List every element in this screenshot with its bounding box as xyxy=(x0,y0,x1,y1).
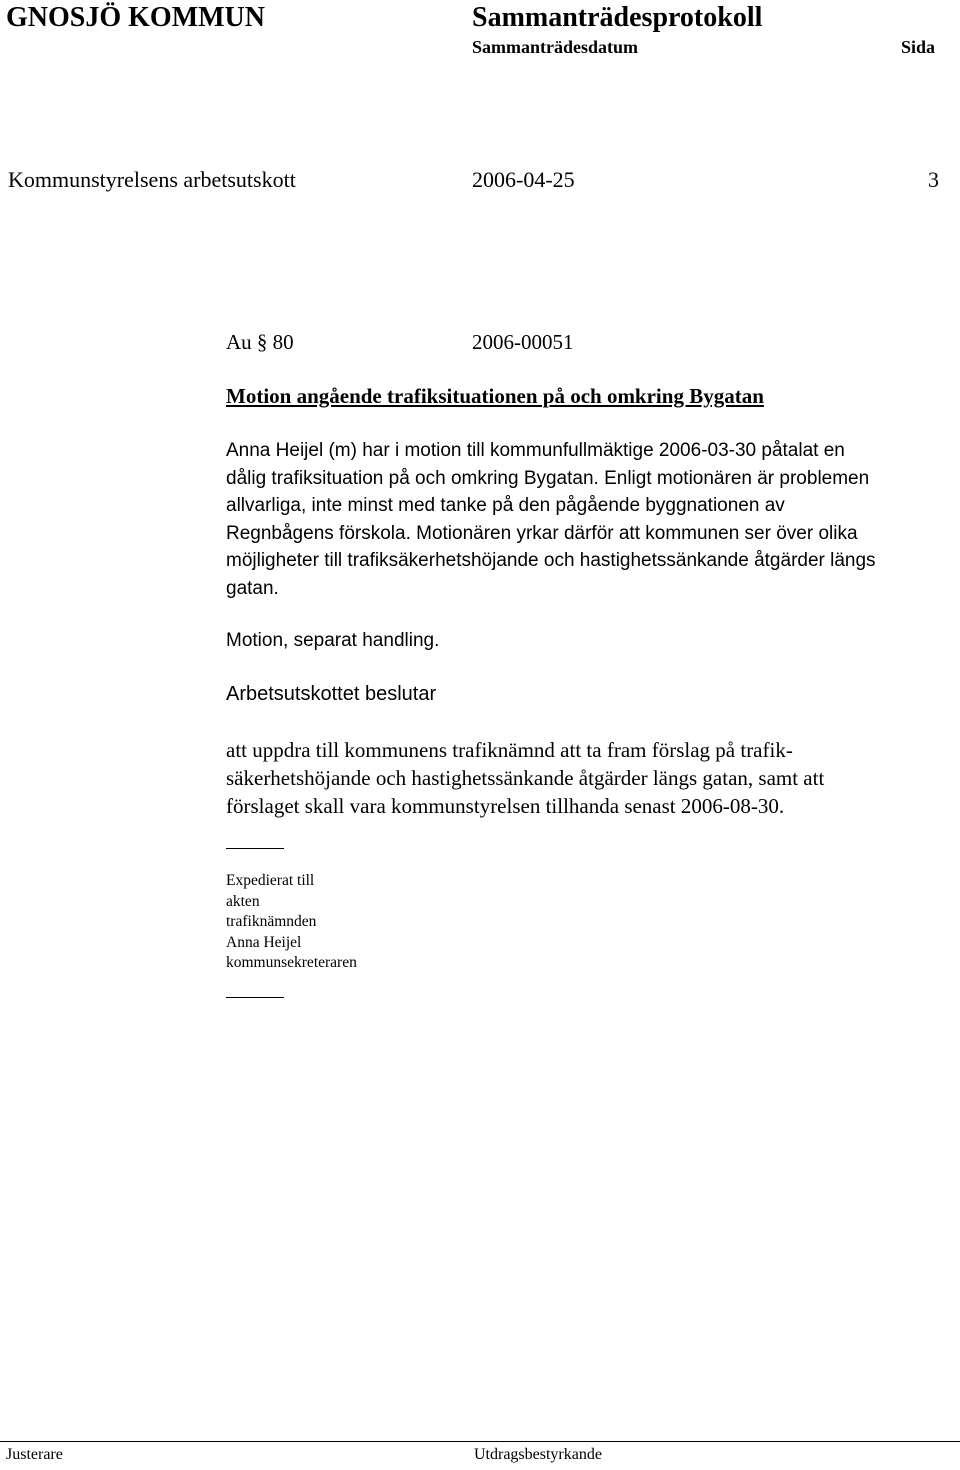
decision-line: förslaget skall vara kommunstyrelsen tillhanda senast 2006-08-30. xyxy=(226,794,785,818)
distribution-item: Anna Heijel xyxy=(226,933,302,951)
committee-name: Kommunstyrelsens arbetsutskott xyxy=(8,167,296,192)
item-description xyxy=(226,437,956,602)
case-number: 2006-00051 xyxy=(472,330,574,354)
separator-line xyxy=(226,997,284,998)
attachment-note xyxy=(226,627,956,655)
meeting-date-label: Sammanträdesdatum xyxy=(472,37,639,57)
description-line: dålig trafiksituation på och omkring Bygatan. Enligt motionären är problemen xyxy=(226,467,870,489)
organization-name: GNOSJÖ KOMMUN xyxy=(6,2,265,33)
page-number: 3 xyxy=(928,167,939,192)
distribution-item: akten xyxy=(226,892,260,910)
distribution-list xyxy=(226,871,357,974)
distribution-item: kommunsekreteraren xyxy=(226,954,357,971)
description-line: Regnbågens förskola. Motionären yrkar därför att kommunen ser över olika xyxy=(226,522,858,544)
signatory-label: Justerare xyxy=(6,1446,63,1463)
decision-text xyxy=(226,736,956,820)
description-line: möjligheter till trafiksäkerhetshöjande och hastighetssänkande åtgärder längs xyxy=(226,550,876,571)
attachment-line: Motion, separat handling. xyxy=(226,630,440,651)
page-label: Sida xyxy=(901,37,936,57)
description-line: allvarliga, inte minst med tanke på den pågående byggnationen av xyxy=(226,495,785,516)
description-line: gatan. xyxy=(226,577,279,599)
item-heading: Motion angående trafiksituationen på och omkring Bygatan xyxy=(226,384,764,408)
distribution-item: trafiknämnden xyxy=(226,913,317,930)
decision-line: säkerhetshöjande och hastighetssänkande åtgärder längs gatan, samt att xyxy=(226,766,825,790)
paragraph-number: Au § 80 xyxy=(226,330,294,354)
decision-line: att uppdra till kommunens trafiknämnd att ta fram förslag på trafik- xyxy=(226,738,793,762)
meeting-date: 2006-04-25 xyxy=(472,167,575,192)
decision-heading: Arbetsutskottet beslutar xyxy=(226,683,437,705)
document-type: Sammanträdesprotokoll xyxy=(472,2,763,33)
description-line: Anna Heijel (m) har i motion till kommunfullmäktige 2006-03-30 påtalat en xyxy=(226,440,845,461)
separator-line xyxy=(226,848,284,849)
footer-rule xyxy=(0,1441,960,1442)
distribution-item: Expedierat till xyxy=(226,872,315,889)
certification-label: Utdragsbestyrkande xyxy=(474,1446,602,1463)
